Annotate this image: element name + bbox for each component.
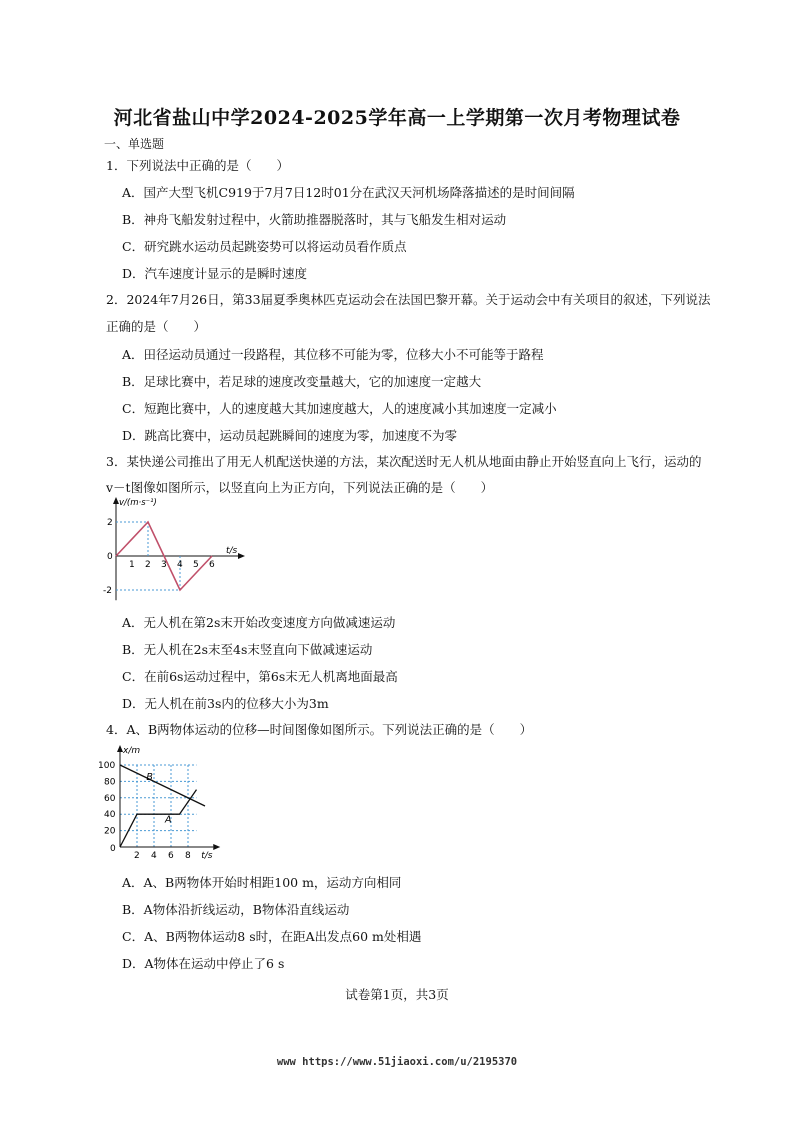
x-tick-label: 5 xyxy=(193,560,199,570)
series-label-a: A xyxy=(165,814,172,826)
section-heading: 一、单选题 xyxy=(104,137,165,151)
x-tick-label: 8 xyxy=(185,851,191,861)
q3-option-a: A．无人机在第2s末开始改变速度方向做减速运动 xyxy=(122,615,396,630)
q4-option-c: C．A、B两物体运动8 s时，在距A出发点60 m处相遇 xyxy=(122,929,422,944)
y-tick-label: 40 xyxy=(104,810,116,821)
q3-option-c: C．在前6s运动过程中，第6s末无人机离地面最高 xyxy=(122,669,398,684)
x-tick-label: 2 xyxy=(134,851,140,861)
x-tick-label: 4 xyxy=(177,560,183,570)
q4-option-b: B．A物体沿折线运动，B物体沿直线运动 xyxy=(122,902,350,917)
page-title: 河北省盐山中学2024-2025学年高一上学期第一次月考物理试卷 xyxy=(113,107,681,129)
vt-graph xyxy=(98,494,248,604)
q3-option-b: B．无人机在2s末至4s末竖直向下做减速运动 xyxy=(122,642,373,657)
y-tick-label: 60 xyxy=(104,793,116,804)
series-line-b xyxy=(120,765,205,806)
y-tick-label: 100 xyxy=(98,761,116,771)
q1-option-a: A．国产大型飞机C919于7月7日12时01分在武汉天河机场降落描述的是时间间隔 xyxy=(122,185,575,200)
q1-option-c: C．研究跳水运动员起跳姿势可以将运动员看作质点 xyxy=(122,239,407,254)
q2-stem-line1: 2．2024年7月26日，第33届夏季奥林匹克运动会在法国巴黎开幕。关于运动会中有关项目的叙述，下列说法 xyxy=(106,292,711,307)
q4-option-d: D．A物体在运动中停止了6 s xyxy=(122,956,285,971)
q3-stem-line1: 3．某快递公司推出了用无人机配送快递的方法，某次配送时无人机从地面由静止开始竖直向上飞行，运动的 xyxy=(106,454,702,469)
x-tick-label: 3 xyxy=(161,560,167,570)
y-tick-label: 80 xyxy=(104,777,116,788)
source-watermark: www https://www.51jiaoxi.com/u/2195370 xyxy=(276,1056,518,1068)
q3-stem-line2: v－t图像如图所示，以竖直向上为正方向，下列说法正确的是（ ） xyxy=(106,480,494,495)
x-tick-label: 1 xyxy=(129,560,135,570)
x-tick-label: 6 xyxy=(209,560,215,570)
x-axis-arrow xyxy=(238,553,245,559)
page-footer: 试卷第1页，共3页 xyxy=(345,987,449,1002)
x-tick-label: 4 xyxy=(151,851,157,861)
q2-option-b: B．足球比赛中，若足球的速度改变量越大，它的加速度一定越大 xyxy=(122,374,482,389)
x-axis-arrow xyxy=(213,844,220,850)
x-axis-label: t/s xyxy=(201,851,213,861)
x-axis-label: t/s xyxy=(226,546,238,556)
y-axis-label: x/m xyxy=(123,746,141,756)
q1-option-d: D．汽车速度计显示的是瞬时速度 xyxy=(122,266,308,281)
x-tick-label: 2 xyxy=(145,560,151,570)
q3-option-d: D．无人机在前3s内的位移大小为3m xyxy=(122,696,329,711)
y-tick-label: 2 xyxy=(107,518,113,528)
q1-stem: 1．下列说法中正确的是（ ） xyxy=(106,158,289,173)
y-tick-label: 20 xyxy=(104,826,116,837)
q2-option-a: A．田径运动员通过一段路程，其位移不可能为零，位移大小不可能等于路程 xyxy=(122,347,544,362)
q4-stem: 4．A、B两物体运动的位移—时间图像如图所示。下列说法正确的是（ ） xyxy=(106,722,533,737)
xt-graph xyxy=(98,742,248,862)
y-tick-label: -2 xyxy=(103,586,112,596)
origin-label: 0 xyxy=(110,844,116,854)
q2-stem-line2: 正确的是（ ） xyxy=(106,319,207,334)
series-label-b: B xyxy=(146,771,153,783)
q4-option-a: A．A、B两物体开始时相距100 m，运动方向相同 xyxy=(122,875,402,890)
q2-option-d: D．跳高比赛中，运动员起跳瞬间的速度为零，加速度不为零 xyxy=(122,428,458,443)
x-tick-label: 6 xyxy=(168,851,174,861)
origin-label: 0 xyxy=(107,552,113,562)
y-axis-label: v/(m·s⁻¹) xyxy=(119,498,157,508)
q2-option-c: C．短跑比赛中，人的速度越大其加速度越大，人的速度减小其加速度一定减小 xyxy=(122,401,557,416)
q1-option-b: B．神舟飞船发射过程中，火箭助推器脱落时，其与飞船发生相对运动 xyxy=(122,212,507,227)
